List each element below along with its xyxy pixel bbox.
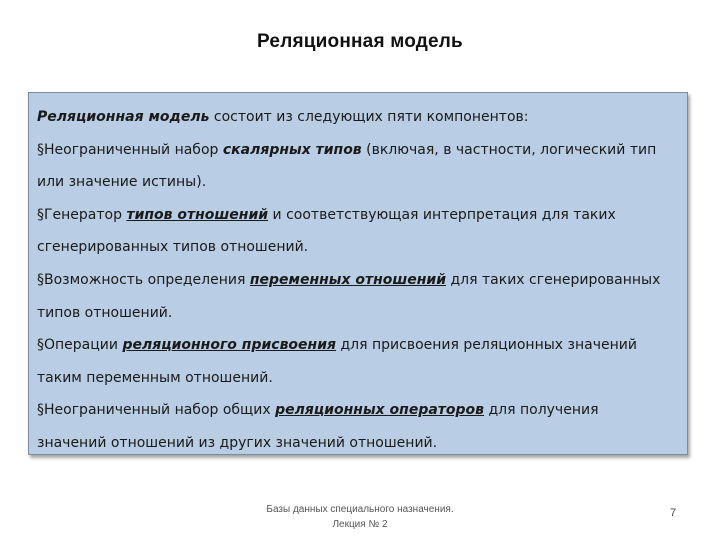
term-scalar-types: скалярных типов: [222, 141, 362, 158]
bullet: §: [37, 402, 44, 419]
term-relational-operators: реляционных операторов: [275, 402, 485, 419]
list-item-2-cont: сгенерированных типов отношений.: [37, 239, 309, 256]
list-item-1-cont: или значение истины).: [37, 174, 207, 191]
bullet: §: [37, 337, 44, 354]
content-box: [28, 92, 688, 455]
list-item-3: §Возможность определения переменных отношений для таких сгенерированных: [37, 271, 661, 288]
list-item-4-cont: таким переменным отношений.: [37, 369, 273, 386]
bullet: §: [37, 206, 44, 223]
term-relation-variables: переменных отношений: [249, 271, 447, 288]
list-item-4: §Операции реляционного присвоения для присвоения реляционных значений: [37, 337, 637, 354]
bullet: §: [37, 141, 44, 158]
list-item-1: §Неограниченный набор скалярных типов (включая, в частности, логический тип: [37, 141, 657, 158]
bullet: §: [37, 271, 44, 288]
term-relational-assignment: реляционного присвоения: [122, 337, 337, 354]
list-item-5-cont: значений отношений из других значений отношений.: [37, 434, 438, 451]
intro-line: Реляционная модель состоит из следующих пяти компонентов:: [37, 109, 529, 125]
footer-text: [240, 502, 480, 532]
list-item-3-cont: типов отношений.: [37, 304, 173, 321]
list-item-2: §Генератор типов отношений и соответствующая интерпретация для таких: [37, 206, 616, 223]
page-number: 7: [670, 507, 677, 519]
slide-title: Реляционная модель: [257, 31, 463, 52]
term-relation-types: типов отношений: [126, 206, 269, 223]
intro-term: Реляционная модель: [37, 109, 210, 125]
footer-lecture: Лекция № 2: [332, 519, 388, 530]
list-item-5: §Неограниченный набор общих реляционных операторов для получения: [37, 402, 599, 419]
footer-course: Базы данных специального назначения.: [266, 504, 454, 515]
